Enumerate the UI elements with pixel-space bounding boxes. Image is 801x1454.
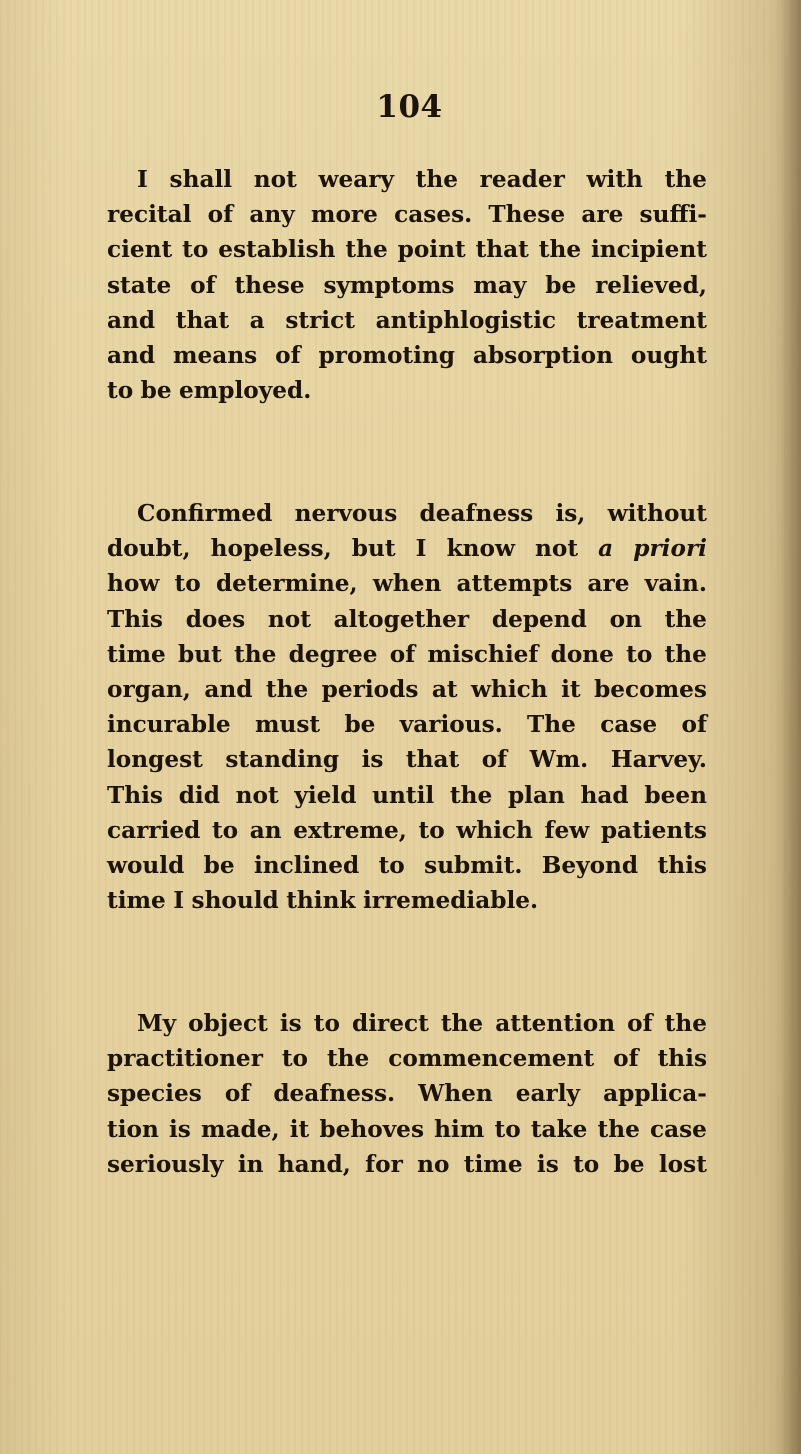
word: not xyxy=(235,781,279,809)
word: the xyxy=(234,640,277,668)
paragraph-1 xyxy=(107,162,707,408)
text-line xyxy=(107,162,707,197)
word: not xyxy=(267,605,311,633)
word: point xyxy=(397,236,466,264)
word: for xyxy=(365,1150,403,1178)
word: been xyxy=(644,781,707,809)
word: and xyxy=(107,341,156,369)
word: these xyxy=(234,271,305,299)
word: be xyxy=(203,851,235,879)
word: which xyxy=(471,675,548,703)
text-line xyxy=(107,373,707,408)
word: submit. xyxy=(424,851,523,879)
text-line xyxy=(107,778,707,813)
word: to xyxy=(211,816,239,844)
word: him xyxy=(434,1115,485,1143)
word: that xyxy=(475,236,529,264)
word: This xyxy=(107,605,163,633)
word: standing xyxy=(225,746,340,774)
word: relieved, xyxy=(595,271,707,299)
text-line xyxy=(107,1041,707,1076)
word: degree xyxy=(288,640,378,668)
word: I xyxy=(137,166,148,193)
word: absorption xyxy=(472,341,613,369)
word: be xyxy=(140,377,172,405)
text-line xyxy=(107,303,707,338)
word: to xyxy=(182,236,209,264)
word: would xyxy=(107,851,185,879)
word: of xyxy=(681,711,707,739)
word: organ, xyxy=(107,675,191,703)
word: Wm. xyxy=(529,746,589,774)
word: When xyxy=(418,1080,493,1108)
word: object xyxy=(188,1010,268,1037)
word: periods xyxy=(321,675,419,703)
word: deafness xyxy=(419,500,534,527)
word: suffi- xyxy=(639,201,707,229)
text-line xyxy=(107,1112,707,1147)
word: of xyxy=(481,746,508,774)
word: employed. xyxy=(179,377,312,405)
word: that xyxy=(405,746,460,774)
word: to xyxy=(418,816,445,844)
word: carried xyxy=(107,816,201,844)
word: with xyxy=(586,166,643,193)
word: on xyxy=(609,605,642,633)
word: becomes xyxy=(594,675,707,703)
word: commencement xyxy=(388,1045,595,1073)
word: is, xyxy=(555,500,586,527)
word: antiphlogistic xyxy=(375,306,557,334)
word: it xyxy=(561,675,581,703)
word: vain. xyxy=(644,570,707,598)
text-line xyxy=(107,707,707,742)
word: know xyxy=(446,535,515,563)
word: to xyxy=(313,1010,340,1037)
word: is xyxy=(168,1115,191,1143)
paragraph-3 xyxy=(107,1006,707,1182)
word: Confirmed xyxy=(137,500,273,527)
word: yield xyxy=(294,781,357,809)
word: are xyxy=(581,201,624,229)
word: done xyxy=(550,640,614,668)
word: until xyxy=(372,781,435,809)
word: shall xyxy=(169,166,233,193)
word: be xyxy=(545,271,577,299)
text-line xyxy=(107,566,707,601)
text-line xyxy=(107,883,707,918)
word: the xyxy=(597,1115,640,1143)
word: cases. xyxy=(394,201,473,229)
word: time xyxy=(463,1150,523,1178)
word: must xyxy=(254,711,321,739)
word: nervous xyxy=(294,500,398,527)
word: plan xyxy=(507,781,565,809)
word: depend xyxy=(491,605,587,633)
word: but xyxy=(178,640,222,668)
word: ought xyxy=(630,341,707,369)
word: how xyxy=(107,570,160,598)
text-line xyxy=(107,1076,707,1111)
word: promoting xyxy=(318,341,456,369)
word: symptoms xyxy=(323,271,455,299)
word: the xyxy=(664,1010,707,1037)
word: is xyxy=(279,1010,302,1037)
word: I xyxy=(173,887,185,915)
word: to xyxy=(494,1115,521,1143)
word: the xyxy=(326,1045,370,1073)
word: This xyxy=(107,781,163,809)
word: recital xyxy=(107,201,192,229)
word: of xyxy=(389,640,416,668)
word: attempts xyxy=(456,570,573,598)
text-line xyxy=(107,848,707,883)
word: but xyxy=(351,535,396,563)
word: the xyxy=(345,236,388,264)
word: behoves xyxy=(319,1115,424,1143)
word: the xyxy=(664,166,707,193)
word: the xyxy=(265,675,309,703)
word: had xyxy=(580,781,629,809)
word: does xyxy=(185,605,246,633)
word: not xyxy=(535,535,579,563)
word: any xyxy=(249,201,295,229)
text-line xyxy=(107,602,707,637)
word: inclined xyxy=(254,851,360,879)
word: longest xyxy=(107,746,203,774)
word: the xyxy=(664,640,707,668)
word: no xyxy=(417,1150,450,1178)
word: is xyxy=(536,1150,559,1178)
word: the xyxy=(415,166,458,193)
word: an xyxy=(249,816,282,844)
word: which xyxy=(456,816,533,844)
word: altogether xyxy=(333,605,470,633)
word: strict xyxy=(285,306,355,334)
word: applica- xyxy=(603,1080,707,1108)
word: incipient xyxy=(591,236,707,264)
word: cient xyxy=(107,236,173,264)
word: attention xyxy=(495,1010,616,1037)
word: patients xyxy=(600,816,707,844)
word: did xyxy=(178,781,220,809)
word: and xyxy=(107,306,156,334)
word: to xyxy=(174,570,201,598)
word: of xyxy=(613,1045,639,1073)
word: this xyxy=(657,1045,707,1073)
word: to xyxy=(626,640,653,668)
word: of xyxy=(207,201,234,229)
word: lost xyxy=(658,1150,707,1178)
word: is xyxy=(361,746,384,774)
word: establish xyxy=(218,236,336,264)
text-line xyxy=(107,1006,707,1041)
word: state xyxy=(107,271,172,299)
word: hand, xyxy=(277,1150,351,1178)
word: case xyxy=(600,711,658,739)
word: I xyxy=(415,535,427,563)
page-number: 104 xyxy=(376,89,443,125)
word: treatment xyxy=(576,306,707,334)
word: to xyxy=(107,377,134,405)
word: hopeless, xyxy=(210,535,332,563)
word: The xyxy=(527,711,576,739)
word: determine, xyxy=(215,570,358,598)
word: when xyxy=(372,570,442,598)
word: extreme, xyxy=(293,816,407,844)
word: doubt, xyxy=(107,535,191,563)
word: of xyxy=(627,1010,653,1037)
word: Harvey. xyxy=(610,746,707,774)
text-line xyxy=(107,672,707,707)
text-line xyxy=(107,268,707,303)
word: at xyxy=(431,675,458,703)
word: to xyxy=(573,1150,600,1178)
word: various. xyxy=(399,711,503,739)
word: the xyxy=(440,1010,484,1037)
word: be xyxy=(344,711,376,739)
word: may xyxy=(473,271,527,299)
word: the xyxy=(664,605,707,633)
word: irremediable. xyxy=(362,887,539,915)
word: are xyxy=(587,570,630,598)
word: time xyxy=(107,640,166,668)
word: weary xyxy=(318,166,394,193)
word: the xyxy=(538,236,582,264)
word: made, xyxy=(201,1115,280,1143)
word: case xyxy=(649,1115,707,1143)
word: seriously xyxy=(107,1150,224,1178)
text-line xyxy=(107,197,707,232)
text-line xyxy=(107,813,707,848)
word: in xyxy=(237,1150,264,1178)
word: this xyxy=(657,851,707,879)
word: think xyxy=(286,887,356,915)
word: take xyxy=(530,1115,588,1143)
page-edge-shadow xyxy=(779,0,801,1454)
word: reader xyxy=(479,166,565,193)
word: time xyxy=(107,887,166,915)
word: direct xyxy=(351,1010,429,1037)
text-line xyxy=(107,338,707,373)
word: more xyxy=(310,201,378,229)
word: These xyxy=(488,201,566,229)
word: to xyxy=(378,851,405,879)
text-line xyxy=(107,637,707,672)
word: mischief xyxy=(427,640,539,668)
word: species xyxy=(107,1080,202,1108)
text-line xyxy=(107,1147,707,1182)
word: incurable xyxy=(107,711,231,739)
word: that xyxy=(175,306,230,334)
word: without xyxy=(607,500,707,527)
word: tion xyxy=(107,1115,159,1143)
word: and xyxy=(204,675,253,703)
word: My xyxy=(137,1010,177,1037)
word: to xyxy=(281,1045,309,1073)
word: a xyxy=(249,306,265,334)
text-line xyxy=(107,232,707,267)
paragraph-2 xyxy=(107,496,707,918)
word: of xyxy=(224,1080,251,1108)
text-line xyxy=(107,742,707,777)
word: it xyxy=(289,1115,310,1143)
word: of xyxy=(190,271,216,299)
word: be xyxy=(613,1150,645,1178)
word: not xyxy=(253,166,297,193)
word: deafness. xyxy=(273,1080,396,1108)
word: of xyxy=(275,341,301,369)
word: few xyxy=(544,816,590,844)
word: priori xyxy=(633,535,707,563)
word: a xyxy=(598,535,614,563)
word: Beyond xyxy=(541,851,639,879)
word: practitioner xyxy=(107,1045,263,1073)
word: means xyxy=(173,341,258,369)
text-line xyxy=(107,496,707,531)
word: the xyxy=(449,781,493,809)
word: should xyxy=(191,887,279,915)
word: early xyxy=(515,1080,581,1108)
text-line xyxy=(107,531,707,566)
